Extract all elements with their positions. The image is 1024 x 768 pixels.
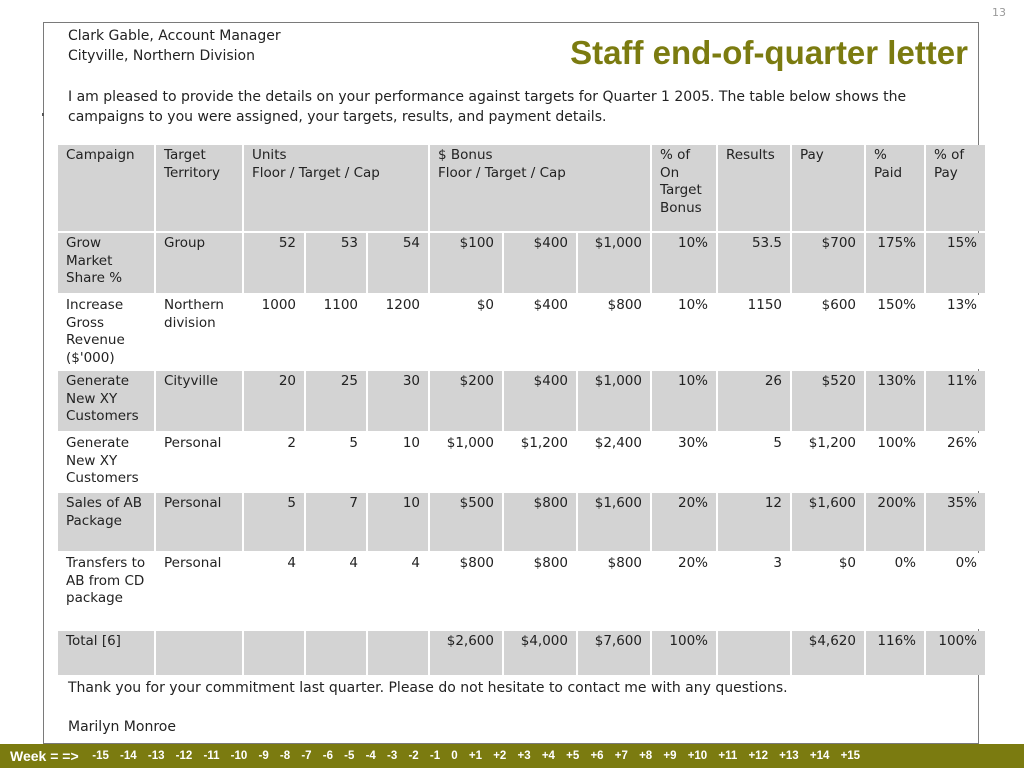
value-cell: $800 — [578, 553, 650, 629]
week-marker: -1 — [429, 750, 441, 762]
value-cell: 7 — [306, 493, 366, 551]
table-row — [58, 553, 985, 629]
value-cell: 4 — [244, 553, 304, 629]
value-cell: $1,200 — [792, 433, 864, 491]
value-cell: 100% — [866, 433, 924, 491]
division-line: Cityville, Northern Division — [68, 48, 255, 64]
table-body — [58, 233, 985, 675]
value-cell: $800 — [578, 295, 650, 369]
value-cell: 53.5 — [718, 233, 790, 293]
value-cell: 20 — [244, 371, 304, 431]
value-cell: $800 — [430, 553, 502, 629]
value-cell: 15% — [926, 233, 985, 293]
value-cell: 100% — [926, 631, 985, 675]
value-cell: $200 — [430, 371, 502, 431]
value-cell: 30% — [652, 433, 716, 491]
week-marker: -4 — [365, 750, 376, 762]
territory-cell — [156, 631, 242, 675]
week-marker: -14 — [120, 750, 137, 762]
value-cell: 4 — [306, 553, 366, 629]
week-marker: +13 — [779, 750, 799, 762]
week-marker: +9 — [663, 750, 677, 762]
week-marker: -12 — [175, 750, 193, 762]
value-cell: 0% — [926, 553, 985, 629]
value-cell: $1,000 — [430, 433, 502, 491]
value-cell: 13% — [926, 295, 985, 369]
value-cell: 5 — [306, 433, 366, 491]
value-cell: 10% — [652, 233, 716, 293]
week-label: Week = => — [10, 748, 79, 764]
value-cell: 26% — [926, 433, 985, 491]
week-marker: +12 — [748, 750, 768, 762]
value-cell: 2 — [244, 433, 304, 491]
value-cell: $1,000 — [578, 233, 650, 293]
week-marker: +2 — [493, 750, 507, 762]
week-marker: +11 — [718, 750, 738, 762]
week-marker: +5 — [566, 750, 580, 762]
week-marker: -15 — [92, 750, 109, 762]
value-cell: 20% — [652, 493, 716, 551]
value-cell: $800 — [504, 553, 576, 629]
value-cell: 54 — [368, 233, 428, 293]
value-cell: $4,000 — [504, 631, 576, 675]
value-cell: 11% — [926, 371, 985, 431]
col-header-results: Results — [718, 145, 790, 231]
week-marker: +1 — [468, 750, 482, 762]
territory-cell: Cityville — [156, 371, 242, 431]
campaign-cell: Sales of AB Package — [58, 493, 154, 551]
col-header-bonus: $ Bonus Floor / Target / Cap — [430, 145, 650, 231]
week-marker: +15 — [840, 750, 861, 762]
value-cell: $4,620 — [792, 631, 864, 675]
table-row — [58, 493, 985, 551]
letter-header — [68, 26, 281, 66]
value-cell: $1,600 — [578, 493, 650, 551]
value-cell: $800 — [504, 493, 576, 551]
margin-mark — [42, 113, 44, 116]
week-marker: -2 — [408, 750, 419, 762]
week-marker: +8 — [639, 750, 653, 762]
campaign-cell: Total [6] — [58, 631, 154, 675]
col-header-territory: Target Territory — [156, 145, 242, 231]
value-cell: 53 — [306, 233, 366, 293]
week-marker: -7 — [301, 750, 312, 762]
value-cell — [244, 631, 304, 675]
value-cell: 116% — [866, 631, 924, 675]
week-marker: +14 — [809, 750, 830, 762]
value-cell: 1200 — [368, 295, 428, 369]
value-cell: $1,200 — [504, 433, 576, 491]
value-cell: 4 — [368, 553, 428, 629]
value-cell: 1000 — [244, 295, 304, 369]
value-cell: 10 — [368, 433, 428, 491]
value-cell — [306, 631, 366, 675]
value-cell: $0 — [430, 295, 502, 369]
value-cell: 5 — [718, 433, 790, 491]
sender-line: Clark Gable, Account Manager — [68, 28, 281, 44]
performance-table — [56, 143, 987, 677]
week-marker: -11 — [203, 750, 220, 762]
territory-cell: Personal — [156, 493, 242, 551]
value-cell: 3 — [718, 553, 790, 629]
value-cell: $0 — [792, 553, 864, 629]
col-header-pay: Pay — [792, 145, 864, 231]
value-cell: 5 — [244, 493, 304, 551]
slide-number: 13 — [992, 6, 1006, 19]
signature: Marilyn Monroe — [68, 719, 176, 735]
territory-cell: Personal — [156, 553, 242, 629]
value-cell: $400 — [504, 295, 576, 369]
value-cell: $2,400 — [578, 433, 650, 491]
table-header-row — [58, 145, 985, 231]
col-header-campaign: Campaign — [58, 145, 154, 231]
value-cell: $7,600 — [578, 631, 650, 675]
value-cell: $700 — [792, 233, 864, 293]
col-header-pct-of-pay: % of Pay — [926, 145, 985, 231]
week-marker: -8 — [279, 750, 291, 762]
week-marker: +10 — [687, 750, 708, 762]
value-cell: 52 — [244, 233, 304, 293]
value-cell: 12 — [718, 493, 790, 551]
value-cell: 26 — [718, 371, 790, 431]
value-cell: $400 — [504, 371, 576, 431]
value-cell: 30 — [368, 371, 428, 431]
value-cell — [718, 631, 790, 675]
col-header-units: Units Floor / Target / Cap — [244, 145, 428, 231]
week-marker: +7 — [614, 750, 628, 762]
value-cell: $1,000 — [578, 371, 650, 431]
value-cell: 100% — [652, 631, 716, 675]
page-title: Staff end-of-quarter letter — [570, 34, 968, 71]
week-marker: -13 — [147, 750, 165, 762]
campaign-cell: Increase Gross Revenue ($'000) — [58, 295, 154, 369]
table-row — [58, 631, 985, 675]
campaign-cell: Generate New XY Customers — [58, 433, 154, 491]
week-marker: +4 — [541, 750, 555, 762]
week-timeline-bar — [0, 744, 1024, 768]
value-cell: $2,600 — [430, 631, 502, 675]
table-row — [58, 233, 985, 293]
closing-paragraph: Thank you for your commitment last quarter. Please do not hesitate to contact me with any questions. — [68, 680, 788, 696]
value-cell: 10 — [368, 493, 428, 551]
campaign-cell: Grow Market Share % — [58, 233, 154, 293]
week-marker: +6 — [590, 750, 604, 762]
week-marker: -5 — [344, 750, 355, 762]
value-cell: 20% — [652, 553, 716, 629]
table-row — [58, 433, 985, 491]
value-cell: $1,600 — [792, 493, 864, 551]
value-cell: 1150 — [718, 295, 790, 369]
value-cell: $600 — [792, 295, 864, 369]
value-cell: $500 — [430, 493, 502, 551]
value-cell: 35% — [926, 493, 985, 551]
value-cell: $100 — [430, 233, 502, 293]
week-list — [87, 750, 866, 762]
value-cell: $400 — [504, 233, 576, 293]
col-header-on-target-bonus: % of On Target Bonus — [652, 145, 716, 231]
value-cell: 175% — [866, 233, 924, 293]
value-cell: $520 — [792, 371, 864, 431]
week-marker: 0 — [451, 750, 458, 762]
value-cell: 10% — [652, 295, 716, 369]
week-marker: -9 — [258, 750, 269, 762]
value-cell — [368, 631, 428, 675]
col-header-paid: % Paid — [866, 145, 924, 231]
territory-cell: Northern division — [156, 295, 242, 369]
value-cell: 10% — [652, 371, 716, 431]
value-cell: 1100 — [306, 295, 366, 369]
intro-paragraph: I am pleased to provide the details on your performance against targets for Quarter 1 2005. The table below shows the campaigns to you were assigned, your targets, results, and payment details. — [68, 89, 907, 125]
campaign-cell: Generate New XY Customers — [58, 371, 154, 431]
table-row — [58, 371, 985, 431]
territory-cell: Group — [156, 233, 242, 293]
territory-cell: Personal — [156, 433, 242, 491]
value-cell: 25 — [306, 371, 366, 431]
campaign-cell: Transfers to AB from CD package — [58, 553, 154, 629]
value-cell: 0% — [866, 553, 924, 629]
week-marker: -3 — [387, 750, 398, 762]
value-cell: 150% — [866, 295, 924, 369]
week-marker: -6 — [322, 750, 333, 762]
week-marker: +3 — [517, 750, 531, 762]
week-marker: -10 — [230, 750, 248, 762]
value-cell: 200% — [866, 493, 924, 551]
table-row — [58, 295, 985, 369]
value-cell: 130% — [866, 371, 924, 431]
